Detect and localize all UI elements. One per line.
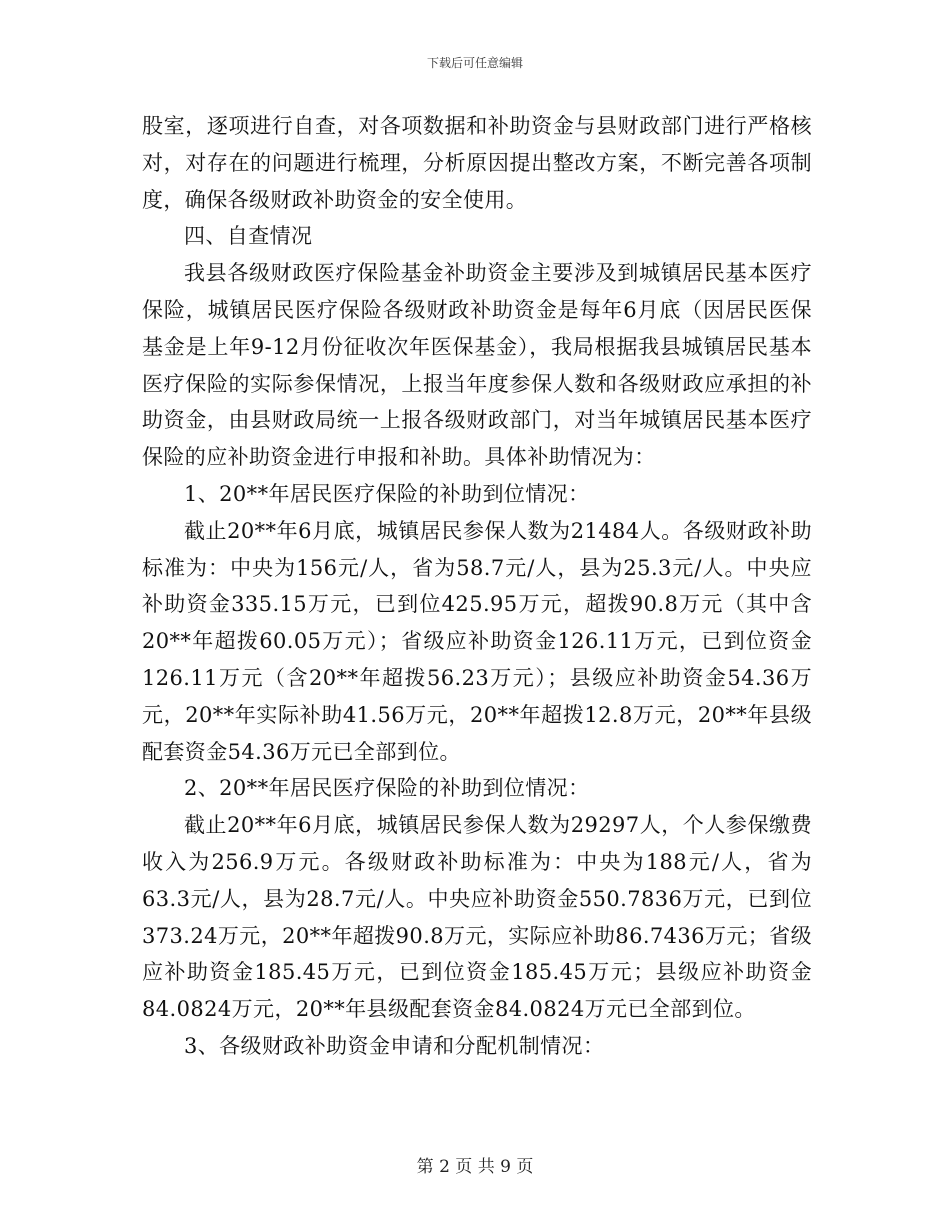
paragraph-item-1-details: 截止20**年6月底，城镇居民参保人数为21484人。各级财政补助标准为：中央为156元/人，省为58.7元/人，县为25.3元/人。中央应补助资金335.15万元，已到位425.95万元，超拨90.8万元（其中含20**年超拨60.05万元）；省级应补助资金126.11万元，已到位资金126.11万元（含20**年超拨56.23万元）；县级应补助资金54.36万元，20**年实际补助41.56万元，20**年超拨12.8万元，20**年县级配套资金54.36万元已全部到位。 xyxy=(142,518,812,764)
page-header-note: 下载后可任意编辑 xyxy=(426,56,523,70)
document-body xyxy=(142,108,812,1065)
section-heading-self-inspection: 四、自查情况 xyxy=(184,224,313,249)
subheading-item-3: 3、各级财政补助资金申请和分配机制情况： xyxy=(184,1033,605,1058)
paragraph-item-2-details: 截止20**年6月底，城镇居民参保人数为29297人，个人参保缴费收入为256.9万元。各级财政补助标准为：中央为188元/人，省为63.3元/人，县为28.7元/人。中央应补助资金550.7836万元，已到位373.24万元，20**年超拨90.8万元，实际应补助86.7436万元；省级应补助资金185.45万元，已到位资金185.45万元；县级应补助资金84.0824万元，20**年县级配套资金84.0824万元已全部到位。 xyxy=(142,813,812,1022)
subheading-item-1: 1、20**年居民医疗保险的补助到位情况： xyxy=(184,481,590,506)
subheading-item-2: 2、20**年居民医疗保险的补助到位情况： xyxy=(184,776,590,801)
page-number-footer: 第 2 页 共 9 页 xyxy=(416,1157,534,1177)
paragraph-overview: 我县各级财政医疗保险基金补助资金主要涉及到城镇居民基本医疗保险，城镇居民医疗保险各级财政补助资金是每年6月底（因居民医保基金是上年9-12月份征收次年医保基金），我局根据我县城镇居民基本医疗保险的实际参保情况，上报当年度参保人数和各级财政应承担的补助资金，由县财政局统一上报各级财政部门，对当年城镇居民基本医疗保险的应补助资金进行申报和补助。具体补助情况为： xyxy=(142,261,812,470)
paragraph-continuation: 股室，逐项进行自查，对各项数据和补助资金与县财政部门进行严格核对，对存在的问题进行梳理，分析原因提出整改方案，不断完善各项制度，确保各级财政补助资金的安全使用。 xyxy=(142,114,812,212)
